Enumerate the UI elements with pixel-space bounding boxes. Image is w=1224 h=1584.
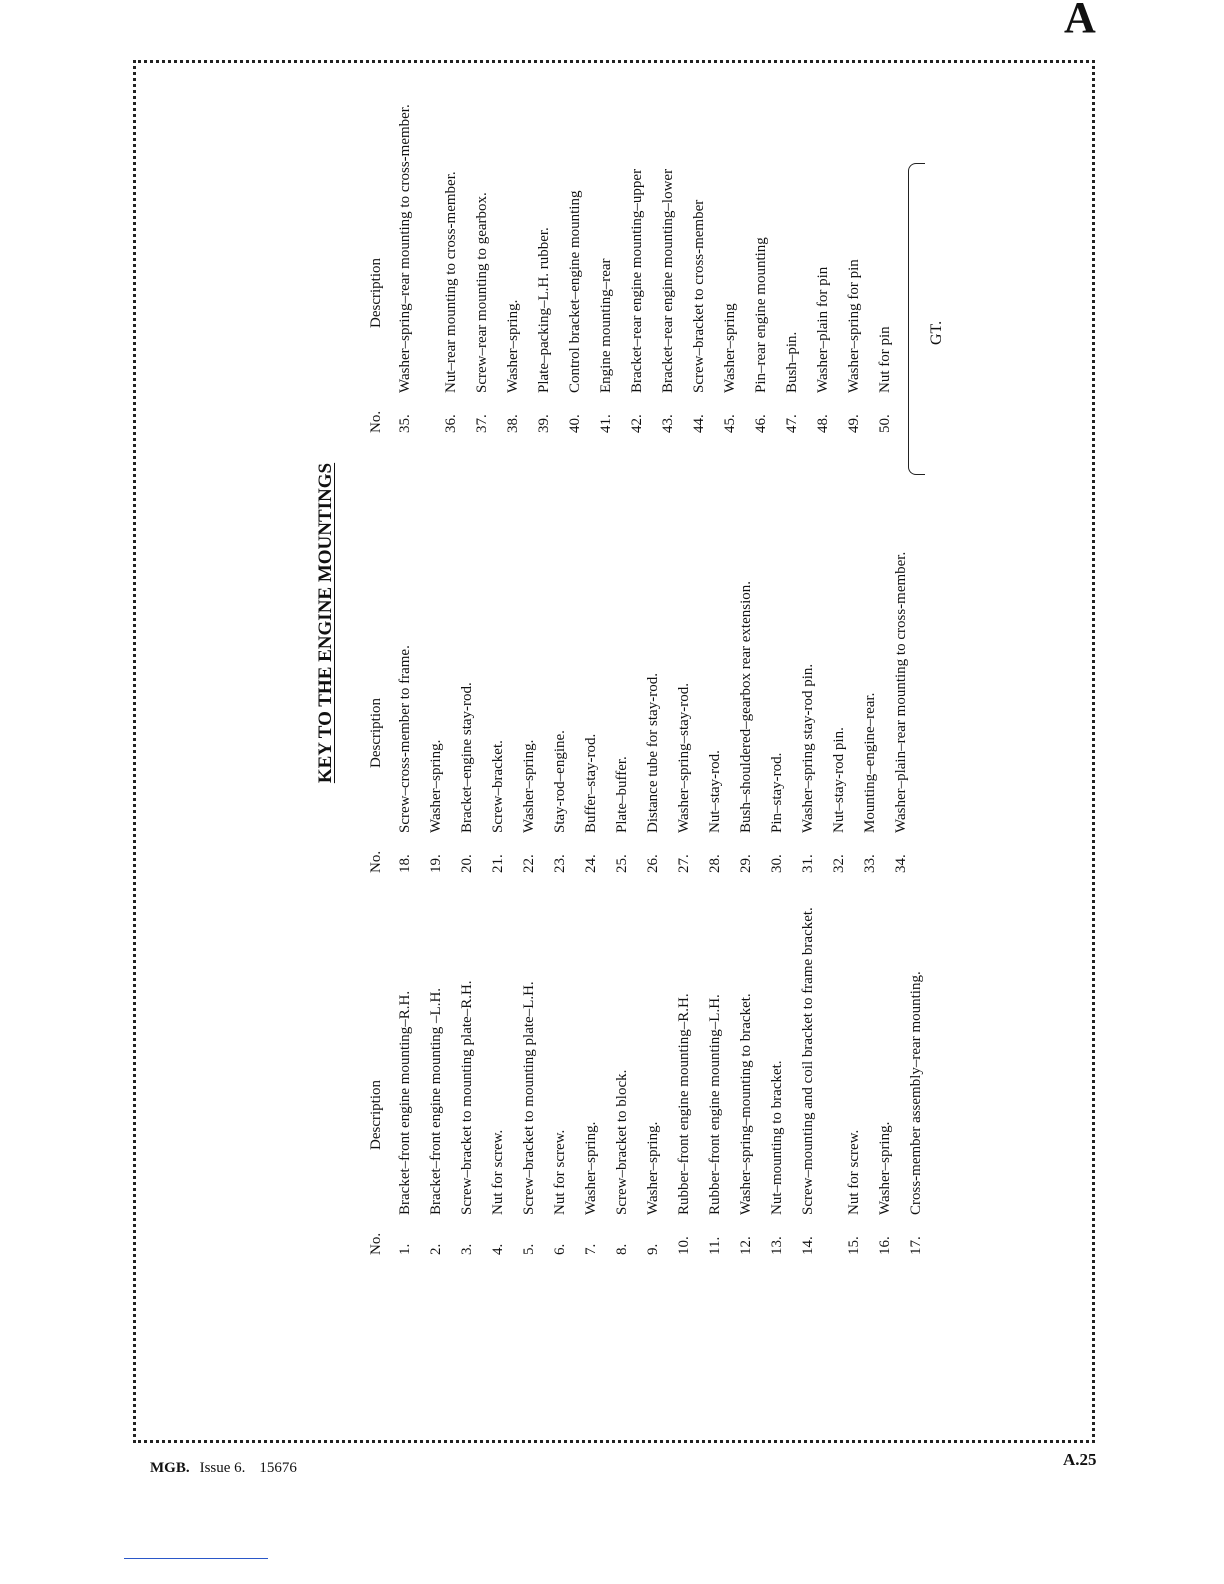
- part-description: Pin–stay-rod.: [769, 752, 785, 833]
- part-description: Nut–stay-rod pin.: [831, 727, 847, 833]
- parts-row: [691, 73, 722, 433]
- part-number: 34.: [893, 854, 909, 873]
- header-no: No.: [368, 1232, 384, 1255]
- gt-label: GT.: [928, 320, 945, 345]
- parts-row: [846, 73, 877, 433]
- parts-row: [583, 895, 614, 1255]
- part-description: Bush–shouldered–gearbox rear extension.: [738, 580, 754, 833]
- parts-row: [521, 895, 552, 1255]
- part-number: 50.: [877, 414, 893, 433]
- part-description: Washer–spring.: [505, 299, 521, 393]
- parts-row: [877, 895, 908, 1255]
- part-description: Washer–spring: [722, 303, 738, 393]
- footer-code: 15676: [259, 1460, 297, 1476]
- header-no: No.: [368, 850, 384, 873]
- parts-row: [490, 513, 521, 873]
- part-description: Washer–spring.: [877, 1121, 893, 1215]
- parts-row: [598, 73, 629, 433]
- part-number: 16.: [877, 1236, 893, 1255]
- part-number: 4.: [490, 1243, 506, 1255]
- part-description: Bracket–front engine mounting–R.H.: [397, 990, 413, 1215]
- part-number: 3.: [459, 1243, 475, 1255]
- part-number: 39.: [536, 414, 552, 433]
- parts-row: [614, 895, 645, 1255]
- part-description: Mounting–engine–rear.: [862, 692, 878, 833]
- part-number: 47.: [784, 414, 800, 433]
- part-description: Cross-member assembly–rear mounting.: [908, 971, 924, 1215]
- parts-row: [583, 513, 614, 873]
- column-header: [368, 513, 397, 873]
- part-number: 30.: [769, 854, 785, 873]
- rotated-content: [170, 73, 1080, 1293]
- part-description: Screw–rear mounting to gearbox.: [474, 192, 490, 393]
- part-number: 49.: [846, 414, 862, 433]
- part-description: Stay-rod–engine.: [552, 730, 568, 833]
- parts-row: [769, 895, 800, 1255]
- part-description: Washer–spring–stay-rod.: [676, 682, 692, 833]
- part-description: Washer–spring–rear mounting to cross-member.: [397, 104, 413, 393]
- part-number: 24.: [583, 854, 599, 873]
- part-number: 45.: [722, 414, 738, 433]
- column-header: [368, 895, 397, 1255]
- parts-column-3: [368, 73, 908, 433]
- header-description: Description: [368, 698, 384, 768]
- parts-row: [629, 73, 660, 433]
- part-description: Screw–bracket.: [490, 740, 506, 833]
- parts-row: [676, 513, 707, 873]
- parts-row: [800, 513, 831, 873]
- part-description: Screw–cross-member to frame.: [397, 645, 413, 833]
- parts-row: [614, 513, 645, 873]
- parts-row: [877, 73, 908, 433]
- part-description: Buffer–stay-rod.: [583, 733, 599, 833]
- part-number: 5.: [521, 1243, 537, 1255]
- parts-row: [474, 73, 505, 433]
- part-number: 15.: [846, 1236, 862, 1255]
- part-number: 14.: [800, 1236, 816, 1255]
- bottom-rule: [124, 1558, 268, 1559]
- part-number: 8.: [614, 1243, 630, 1255]
- part-description: Washer–spring for pin: [846, 259, 862, 393]
- part-description: Control bracket–engine mounting: [567, 190, 583, 393]
- part-number: 23.: [552, 854, 568, 873]
- part-number: 6.: [552, 1243, 568, 1255]
- parts-row: [567, 73, 598, 433]
- parts-row: [862, 513, 893, 873]
- parts-row: [536, 73, 567, 433]
- part-number: 37.: [474, 414, 490, 433]
- parts-row: [552, 895, 583, 1255]
- part-number: 48.: [815, 414, 831, 433]
- part-description: Pin–rear engine mounting: [753, 237, 769, 393]
- footer-issue: Issue 6.: [199, 1460, 246, 1476]
- page-title: KEY TO THE ENGINE MOUNTINGS: [315, 462, 336, 784]
- parts-row: [660, 73, 691, 433]
- parts-row: [784, 73, 815, 433]
- part-description: Bracket–front engine mounting –L.H.: [428, 987, 444, 1215]
- parts-row: [831, 513, 862, 873]
- part-description: Washer–plain for pin: [815, 266, 831, 393]
- parts-row: [707, 895, 738, 1255]
- part-description: Screw–mounting and coil bracket to frame bracket.: [800, 907, 816, 1215]
- part-description: Screw–bracket to block.: [614, 1069, 630, 1215]
- part-description: Nut–rear mounting to cross-member.: [443, 171, 459, 393]
- parts-row: [815, 73, 846, 433]
- part-number: 21.: [490, 854, 506, 873]
- part-number: 19.: [428, 854, 444, 873]
- parts-row: [397, 513, 428, 873]
- part-description: Bracket–rear engine mounting–lower: [660, 168, 676, 393]
- part-number: 36.: [443, 414, 459, 433]
- part-description: Nut for pin: [877, 326, 893, 393]
- part-number: 13.: [769, 1236, 785, 1255]
- footer-model: MGB.: [150, 1460, 190, 1476]
- parts-column-2: [368, 513, 939, 873]
- part-description: Bracket–rear engine mounting–upper: [629, 168, 645, 393]
- part-number: 46.: [753, 414, 769, 433]
- part-description: Rubber–front engine mounting–R.H.: [676, 993, 692, 1215]
- parts-row: [459, 513, 490, 873]
- part-description: Washer–spring–mounting to bracket.: [738, 993, 754, 1215]
- part-description: Engine mounting–rear: [598, 258, 614, 393]
- part-number: 1.: [397, 1243, 413, 1255]
- page-number: A.25: [1063, 1450, 1097, 1469]
- part-description: Washer–spring.: [428, 739, 444, 833]
- parts-row: [490, 895, 521, 1255]
- part-number: 35.: [397, 414, 413, 433]
- part-number: 33.: [862, 854, 878, 873]
- part-description: Nut for screw.: [552, 1129, 568, 1215]
- part-number: 40.: [567, 414, 583, 433]
- part-number: 11.: [707, 1236, 723, 1255]
- parts-row: [645, 895, 676, 1255]
- gt-brace: [908, 163, 925, 475]
- parts-row: [753, 73, 784, 433]
- header-description: Description: [368, 258, 384, 328]
- part-description: Distance tube for stay-rod.: [645, 673, 661, 833]
- part-number: 43.: [660, 414, 676, 433]
- part-description: Bush–pin.: [784, 331, 800, 393]
- part-number: 2.: [428, 1243, 444, 1255]
- part-description: Plate–packing–L.H. rubber.: [536, 227, 552, 393]
- part-number: 42.: [629, 414, 645, 433]
- parts-row: [722, 73, 753, 433]
- parts-row: [908, 895, 939, 1255]
- part-number: 29.: [738, 854, 754, 873]
- parts-row: [521, 513, 552, 873]
- footer-model-info: [150, 1460, 297, 1477]
- part-number: 22.: [521, 854, 537, 873]
- parts-row: [397, 73, 443, 433]
- part-description: Screw–bracket to cross-member: [691, 199, 707, 393]
- parts-row: [645, 513, 676, 873]
- part-number: 10.: [676, 1236, 692, 1255]
- part-description: Washer–spring.: [583, 1121, 599, 1215]
- part-number: 7.: [583, 1243, 599, 1255]
- section-letter: A: [1064, 0, 1096, 42]
- part-description: Washer–spring.: [645, 1121, 661, 1215]
- parts-row: [505, 73, 536, 433]
- part-number: 18.: [397, 854, 413, 873]
- part-number: 32.: [831, 854, 847, 873]
- parts-row: [893, 513, 939, 873]
- parts-row: [738, 895, 769, 1255]
- part-number: 27.: [676, 854, 692, 873]
- part-description: Washer–spring.: [521, 739, 537, 833]
- part-number: 31.: [800, 854, 816, 873]
- part-number: 44.: [691, 414, 707, 433]
- part-number: 17.: [908, 1236, 924, 1255]
- header-description: Description: [368, 1080, 384, 1150]
- part-description: Bracket–engine stay-rod.: [459, 682, 475, 833]
- part-description: Washer–spring stay-rod pin.: [800, 663, 816, 833]
- parts-row: [459, 895, 490, 1255]
- parts-row: [707, 513, 738, 873]
- part-number: 26.: [645, 854, 661, 873]
- part-description: Rubber–front engine mounting–L.H.: [707, 994, 723, 1215]
- part-description: Nut for screw.: [490, 1129, 506, 1215]
- parts-row: [846, 895, 877, 1255]
- parts-row: [552, 513, 583, 873]
- parts-column-1: [368, 895, 939, 1255]
- part-description: Nut–mounting to bracket.: [769, 1060, 785, 1215]
- header-no: No.: [368, 410, 384, 433]
- part-number: 25.: [614, 854, 630, 873]
- part-number: 12.: [738, 1236, 754, 1255]
- parts-row: [769, 513, 800, 873]
- part-number: 20.: [459, 854, 475, 873]
- part-number: 38.: [505, 414, 521, 433]
- column-header: [368, 73, 397, 433]
- part-description: Plate–buffer.: [614, 756, 630, 833]
- part-number: 9.: [645, 1243, 661, 1255]
- parts-row: [443, 73, 474, 433]
- part-description: Nut for screw.: [846, 1129, 862, 1215]
- parts-row: [800, 895, 846, 1255]
- parts-row: [738, 513, 769, 873]
- parts-row: [428, 895, 459, 1255]
- parts-row: [428, 513, 459, 873]
- part-description: Washer–plain–rear mounting to cross-member.: [893, 551, 909, 833]
- part-description: Screw–bracket to mounting plate–R.H.: [459, 980, 475, 1215]
- part-description: Screw–bracket to mounting plate–L.H.: [521, 981, 537, 1215]
- part-number: 41.: [598, 414, 614, 433]
- part-description: Nut–stay-rod.: [707, 750, 723, 833]
- parts-row: [397, 895, 428, 1255]
- parts-row: [676, 895, 707, 1255]
- part-number: 28.: [707, 854, 723, 873]
